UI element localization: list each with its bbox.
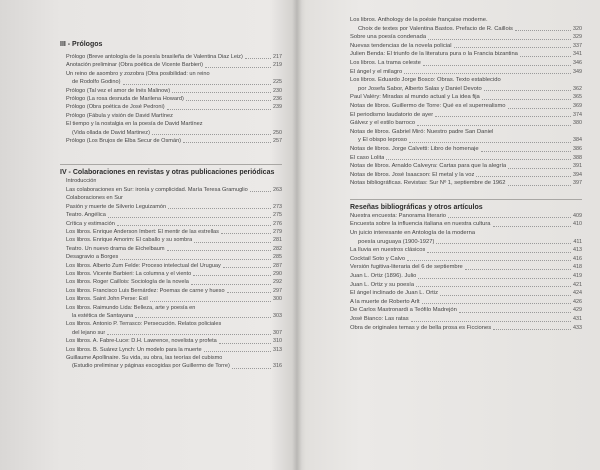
page-number: 337 [573, 42, 582, 49]
page-number: 219 [273, 62, 282, 69]
page-number: 297 [273, 287, 282, 294]
leader-dots [459, 312, 571, 313]
toc-entry-title: Prólogo (Fábula y visión de David Martínez [66, 112, 173, 119]
toc-entry [60, 53, 282, 61]
toc-entry-title: Notas de libros. Gabriel Miró: Nuestro padre San Daniel [350, 128, 494, 135]
toc-entry-title: Los libros. Antonio P. Terrasco: Persecución. Relatos policiales [66, 321, 222, 328]
page-number: 424 [573, 290, 582, 297]
toc-entry-title: poesía uruguaya (1900-1927) [358, 238, 435, 245]
leader-dots [508, 185, 572, 186]
page-number: 281 [273, 237, 282, 244]
section-heading: IV - Colaboraciones en revistas y otras publicaciones periódicas [60, 169, 275, 177]
toc-entry [60, 220, 282, 228]
toc-entry-title: Colaboraciones en Sur [66, 195, 123, 202]
toc-entry-title: (Estudio preliminar y páginas escogidas por Guillermo de Torre) [72, 363, 230, 370]
toc-entry [350, 229, 582, 238]
toc-entry [350, 179, 582, 188]
toc-entry-title: Un reino de asombro y zozobra (Otra posibilidad: un reino [66, 70, 210, 77]
page-number: 386 [573, 145, 582, 152]
left-page [0, 0, 296, 470]
page-number: 397 [573, 180, 582, 187]
toc-entry [350, 59, 582, 68]
page-number: 426 [573, 298, 582, 305]
toc-entry-title: Anotación preliminar (Obra poética de Vicente Barbieri) [66, 62, 204, 69]
toc-entry-title: Notas bibliográficas. Revistas: Sur Nº 1, septiembre de 1962 [350, 180, 506, 187]
toc-entry-title: Los libros. Roger Caillois: Sociología de la novela [66, 279, 189, 286]
toc-entry [60, 87, 282, 95]
leader-dots [508, 108, 571, 109]
leader-dots [205, 67, 271, 68]
toc-entry [60, 120, 282, 128]
page-number: 429 [573, 307, 582, 314]
toc-entry-title: de Rodolfo Godino) [72, 79, 121, 86]
page-number: 236 [273, 96, 282, 103]
toc-entry [60, 295, 282, 303]
toc-entry [60, 95, 282, 103]
page-number: 230 [273, 87, 282, 94]
leader-dots [107, 334, 271, 335]
page-number: 320 [573, 25, 582, 32]
page-number: 419 [573, 273, 582, 280]
toc-entry-title: Obra de originales temas y de bella prosa es Ficciones [350, 324, 492, 331]
toc-entry-title: Los libros. Francisco Luis Bernárdez: Poemas de carne y hueso [66, 287, 225, 294]
page-number: 410 [573, 221, 582, 228]
toc-entry-title: Los libros. La trama celeste [350, 59, 421, 66]
toc-entry [60, 287, 282, 295]
page-number: 310 [273, 338, 282, 345]
toc-entry-title: Encuesta sobre la influencia italiana en nuestra cultura [350, 221, 491, 228]
leader-dots [193, 275, 271, 276]
toc-entry-title: Los libros. Enrique Amorim: El caballo y su sombra [66, 237, 193, 244]
leader-dots [508, 168, 571, 169]
toc-entry-title: Desagravio a Borges [66, 254, 119, 261]
toc-entry [350, 111, 582, 120]
toc-entry [350, 102, 582, 111]
toc-entry-title: Teatro. Angélica [66, 212, 106, 219]
toc-entry [60, 70, 282, 78]
leader-dots [493, 226, 571, 227]
leader-dots [418, 278, 571, 279]
leader-dots [386, 159, 571, 160]
leader-dots [436, 243, 571, 244]
toc-entry [350, 50, 582, 59]
toc-entry [60, 245, 282, 253]
leader-dots [448, 217, 571, 218]
leader-dots [150, 301, 271, 302]
toc-entry-title: Nuestra encuesta: Panorama literario [350, 212, 447, 219]
toc-entry [60, 228, 282, 236]
toc-entry [60, 253, 282, 261]
toc-entry-title: Prólogo (Tal vez el amor de Inés Malinow) [66, 87, 171, 94]
page-number: 388 [573, 154, 582, 161]
leader-dots [435, 116, 571, 117]
leader-dots [245, 58, 271, 59]
leader-dots [123, 84, 271, 85]
toc-entry-title: Prólogo (Breve antología de la poesía brasileña de Valentina Diaz Leiz) [66, 54, 243, 60]
toc-entry-title: La lluvia en nuestros clásicos [350, 247, 426, 254]
page-number: 275 [273, 212, 282, 219]
page-number: 369 [573, 102, 582, 109]
page-number: 273 [273, 203, 282, 210]
toc-entry-title: Las colaboraciones en Sur: ironía y complicidad. María Teresa Gramuglio [66, 186, 248, 193]
toc-entry [350, 162, 582, 171]
toc-entry-title: Los libros. Enrique Anderson Imbert: El mentir de las estrellas [66, 228, 219, 235]
toc-entry-title: Notas de libros. Arnaldo Calveyra: Cartas para que la alegría [350, 163, 507, 170]
leader-dots [454, 47, 571, 48]
page-number: 250 [273, 129, 282, 136]
leader-dots [204, 351, 271, 352]
page-number: 279 [273, 228, 282, 235]
leader-dots [135, 317, 271, 318]
page-number: 225 [273, 79, 282, 86]
toc-entry [60, 61, 282, 69]
leader-dots [117, 225, 271, 226]
page-number: 413 [573, 247, 582, 254]
toc-entry-title: Los libros. Saint John Perse: Exil [66, 296, 148, 303]
page-number: 365 [573, 94, 582, 101]
toc-entry-title: Los libros. Anthology de la poésie française moderne. [350, 17, 488, 23]
leader-dots [227, 292, 271, 293]
page-number: 349 [573, 68, 582, 75]
toc-entry-title: Un juicio interesante en Antología de la moderna [350, 230, 476, 237]
page-number: 341 [573, 51, 582, 58]
prologos-list [60, 53, 282, 145]
page-number: 346 [573, 59, 582, 66]
toc-entry [60, 211, 282, 219]
toc-entry [60, 194, 282, 202]
page-number: 384 [573, 137, 582, 144]
toc-entry-title: Los libros. A. Fabre-Luce: D.H. Lawrence, novelista y profeta [66, 338, 217, 345]
page-number: 411 [573, 238, 582, 245]
toc-entry [350, 68, 582, 77]
leader-dots [167, 250, 271, 251]
page-number: 285 [273, 254, 282, 261]
toc-entry-title: El caso Lolita [350, 154, 385, 161]
section-heading: III - Prólogos [60, 41, 103, 48]
page-number: 394 [573, 171, 582, 178]
toc-entry-title: Teatro. Un nuevo drama de Eichelbaum [66, 245, 165, 252]
toc-entry [350, 154, 582, 163]
page-number: 409 [573, 212, 582, 219]
toc-entry-title: Prólogo (Obra poética de José Pedroni) [66, 104, 165, 111]
toc-entry-title: Gálvez y el estilo barroco [350, 120, 416, 127]
toc-entry-title: Pasión y muerte de Silverio Leguizamón [66, 203, 167, 210]
toc-entry-title: Guillaume Apollinaire. Su vida, su obra, las teorías del cubismo [66, 355, 223, 361]
toc-entry-title: Introducción [66, 178, 97, 185]
toc-entry [350, 324, 582, 333]
toc-entry [350, 289, 582, 298]
toc-entry-title: El ángel y el milagro [350, 68, 403, 75]
page-number: 282 [273, 245, 282, 252]
page-number: 391 [573, 163, 582, 170]
toc-entry-title: Nuevas tendencias de la novela policial [350, 42, 452, 49]
page-number: 433 [573, 324, 582, 331]
toc-entry-title: El ángel inclinado de Juan L. Ortiz [350, 290, 438, 297]
toc-entry [350, 85, 582, 94]
page-number: 287 [273, 262, 282, 269]
leader-dots [409, 142, 571, 143]
page-number: 300 [273, 296, 282, 303]
toc-entry-title: Juan L. Ortiz (1896). Julio [350, 273, 417, 280]
leader-dots [422, 303, 571, 304]
toc-entry [350, 128, 582, 137]
leader-dots [428, 39, 571, 40]
toc-entry [350, 42, 582, 51]
toc-entry [60, 304, 282, 312]
toc-entry [350, 171, 582, 180]
page-number: 257 [273, 138, 282, 145]
toc-entry-title: El tiempo y la nostalgia en la poesía de David Martínez [66, 121, 203, 128]
toc-entry-title: Los libros. Alberto Zum Felde: Proceso intelectual del Uruguay [66, 262, 221, 269]
leader-dots [108, 217, 271, 218]
leader-dots [484, 90, 571, 91]
page-number: 276 [273, 220, 282, 227]
toc-entry-title: (Vida ollada de David Martinez) [72, 129, 150, 136]
toc-entry [60, 78, 282, 86]
toc-entry [60, 312, 282, 320]
toc-entry-title: por Josefa Sabor, Alberto Salas y Daniel Devoto [358, 85, 482, 92]
toc-entry [60, 203, 282, 211]
toc-entry-title: Versión fugitiva-literaria del 6 de septiembre [350, 264, 463, 271]
page-number: 307 [273, 329, 282, 336]
toc-entry [350, 76, 582, 85]
toc-entry-title: Notas de libros. Guillermo de Torre: Qué es el superrealismo [350, 102, 506, 109]
page-number: 303 [273, 312, 282, 319]
leader-dots [152, 134, 271, 135]
leader-dots [232, 368, 271, 369]
toc-entry-title: El periodismo laudatorio de ayer [350, 111, 434, 118]
page-number: 329 [573, 34, 582, 41]
toc-entry-title: Juan L. Ortiz y su poesía [350, 281, 415, 288]
toc-entry-title: Sobre una poesía condenada [350, 34, 427, 41]
page-number: 313 [273, 346, 282, 353]
toc-entry-title: Paul Valéry: Miradas al mundo actual y La idea fija [350, 94, 480, 101]
toc-entry-title: y El obispo leproso [358, 137, 407, 144]
leader-dots [404, 73, 571, 74]
leader-dots [120, 259, 271, 260]
toc-entry [60, 329, 282, 337]
toc-entry-title: Los libros. Vicente Barbieri: La columna y el viento [66, 270, 192, 277]
page-number: 239 [273, 104, 282, 111]
leader-dots [481, 151, 571, 152]
toc-entry-title: del lejano sur [72, 329, 106, 336]
toc-entry [350, 238, 582, 247]
leader-dots [407, 260, 571, 261]
page-number: 362 [573, 85, 582, 92]
leader-dots [427, 252, 571, 253]
leader-dots [411, 321, 571, 322]
toc-entry [60, 362, 282, 370]
toc-entry [350, 220, 582, 229]
toc-entry-title: Notas de libros. Jorge Calvetti: Libro de homenaje [350, 145, 479, 152]
toc-entry-title: Los libros. B. Suárez Lynch: Un modelo para la muerte [66, 346, 202, 353]
toc-entry [350, 136, 582, 145]
page-number: 431 [573, 316, 582, 322]
leader-dots [493, 329, 571, 330]
page-number: 263 [273, 186, 282, 193]
leader-dots [520, 56, 571, 57]
toc-entry [60, 137, 282, 145]
toc-entry-title: Choix de textes por Valentina Bastos. Prefacio de R. Caillois [358, 25, 513, 32]
toc-entry [60, 278, 282, 286]
toc-entry [350, 272, 582, 281]
toc-entry [60, 103, 282, 111]
toc-entry-title: José Bianco: Las ratas [350, 316, 409, 322]
leader-dots [219, 343, 271, 344]
toc-entry [350, 298, 582, 307]
toc-entry [60, 270, 282, 278]
right-toc [350, 16, 582, 332]
toc-entry [60, 346, 282, 354]
leader-dots [417, 125, 571, 126]
toc-entry [350, 212, 582, 221]
toc-entry [350, 145, 582, 154]
page-number: 421 [573, 281, 582, 288]
page-number: 290 [273, 270, 282, 277]
leader-dots [194, 242, 271, 243]
toc-entry-title: Crítica y estimación [66, 220, 115, 227]
toc-entry [350, 93, 582, 102]
toc-entry [350, 306, 582, 315]
toc-entry [60, 320, 282, 328]
toc-entry [350, 255, 582, 264]
toc-entry [350, 119, 582, 128]
leader-dots [515, 30, 571, 31]
toc-entry-title: Julien Benda: El triunfo de la literatura pura o la Francia bizantina [350, 51, 518, 58]
page-number: 418 [573, 264, 582, 271]
resenas-list [350, 212, 582, 332]
section-rule [350, 199, 582, 200]
toc-entry [60, 177, 282, 185]
toc-entry [350, 33, 582, 42]
toc-entry-title: la estética de Santayana [72, 312, 134, 319]
section-heading: Reseñas bibliográficas y otros artículos [350, 203, 483, 211]
toc-entry [350, 281, 582, 290]
toc-entry [60, 354, 282, 362]
toc-entry-title: Prólogo (Los Brujos de Elba Secur de Osmán) [66, 138, 182, 145]
toc-entry-title: De Carlos Mastronardi a Teófilo Madrejón [350, 307, 457, 314]
right-page [302, 0, 600, 470]
toc-entry [60, 262, 282, 270]
leader-dots [476, 176, 571, 177]
toc-entry-title: A la muerte de Roberto Arlt [350, 298, 420, 305]
toc-entry-title: Notas de libros. José Isaacson: El metal y la voz [350, 171, 475, 178]
toc-entry [60, 186, 282, 194]
leader-dots [465, 269, 571, 270]
toc-entry [350, 16, 582, 25]
toc-entry [60, 236, 282, 244]
toc-entry [60, 337, 282, 345]
leader-dots [183, 142, 271, 143]
toc-entry [350, 25, 582, 34]
leader-dots [168, 208, 271, 209]
toc-entry-title: Los libros. Eduardo Jorge Bosco: Obras. Texto establecido [350, 77, 501, 84]
continued-list [350, 16, 582, 188]
leader-dots [423, 65, 571, 66]
leader-dots [186, 100, 271, 101]
toc-entry-title: Prólogo (La rosa desnuda de Marilena Howard) [66, 96, 184, 103]
leader-dots [191, 284, 271, 285]
leader-dots [440, 295, 571, 296]
leader-dots [250, 191, 271, 192]
page-number: 416 [573, 255, 582, 262]
page-number: 380 [573, 120, 582, 127]
leader-dots [172, 92, 271, 93]
toc-entry [60, 129, 282, 137]
colaboraciones-list [60, 177, 282, 370]
toc-entry-title: Los libros. Raimundo Lida: Belleza, arte y poesía en [66, 304, 196, 311]
leader-dots [416, 286, 571, 287]
page-number: 374 [573, 111, 582, 118]
leader-dots [482, 99, 571, 100]
leader-dots [167, 109, 271, 110]
toc-entry [350, 315, 582, 324]
toc-entry [350, 263, 582, 272]
page-number: 292 [273, 279, 282, 286]
leader-dots [223, 267, 271, 268]
page-number: 217 [273, 54, 282, 60]
toc-entry [60, 112, 282, 120]
leader-dots [221, 233, 271, 234]
toc-entry-title: Cocktail Soto y Calvo [350, 255, 406, 262]
toc-entry [350, 246, 582, 255]
left-toc [60, 40, 282, 371]
page-number: 316 [273, 363, 282, 370]
section-rule [60, 164, 282, 165]
